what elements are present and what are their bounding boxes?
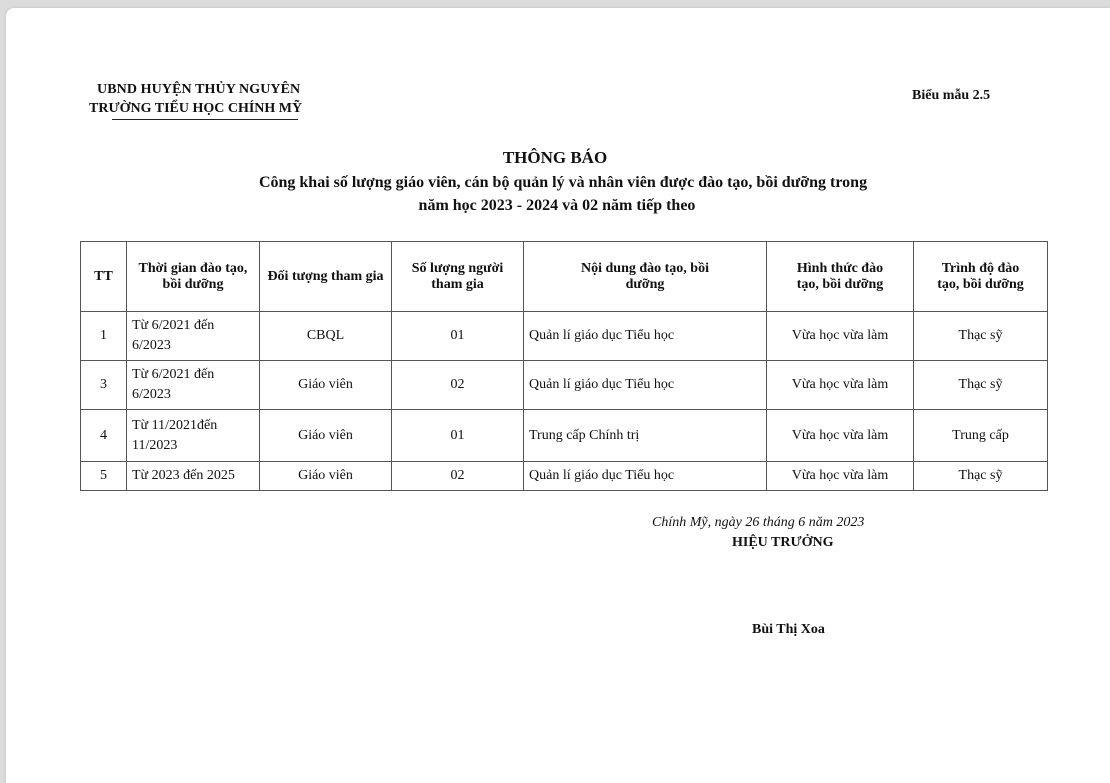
organization-name: UBND HUYỆN THỦY NGUYÊN	[97, 82, 301, 97]
cell-content: Quản lí giáo dục Tiểu học	[524, 361, 767, 410]
header-cell-form: Hình thức đào tạo, bồi dưỡng	[767, 242, 914, 312]
cell-form: Vừa học vừa làm	[767, 312, 914, 361]
cell-level: Thạc sỹ	[914, 361, 1048, 410]
training-table	[80, 241, 1048, 491]
cell-form: Vừa học vừa làm	[767, 462, 914, 491]
cell-form: Vừa học vừa làm	[767, 361, 914, 410]
school-name: TRƯỜNG TIỂU HỌC CHÍNH MỸ	[89, 101, 303, 116]
cell-count: 02	[392, 462, 524, 491]
cell-content: Quản lí giáo dục Tiểu học	[524, 312, 767, 361]
table-row	[81, 361, 1048, 410]
header-cell-participants: Đối tượng tham gia	[260, 242, 392, 312]
table-row	[81, 462, 1048, 491]
cell-level: Trung cấp	[914, 410, 1048, 462]
cell-count: 01	[392, 410, 524, 462]
table-header-row	[81, 242, 1048, 312]
cell-level: Thạc sỹ	[914, 462, 1048, 491]
form-code: Biểu mẫu 2.5	[912, 88, 991, 103]
cell-level: Thạc sỹ	[914, 312, 1048, 361]
signature-position: HIỆU TRƯỞNG	[732, 535, 834, 550]
cell-time: Từ 11/2021đến 11/2023	[127, 410, 260, 462]
header-cell-level: Trình độ đào tạo, bồi dưỡng	[914, 242, 1048, 312]
document-subtitle-line1: Công khai số lượng giáo viên, cán bộ quản lý và nhân viên được đào tạo, bồi dưỡng trong	[258, 174, 868, 191]
cell-time: Từ 6/2021 đến 6/2023	[127, 312, 260, 361]
cell-content: Quản lí giáo dục Tiểu học	[524, 462, 767, 491]
header-cell-time: Thời gian đào tạo, bồi dưỡng	[127, 242, 260, 312]
signature-name: Bùi Thị Xoa	[752, 622, 825, 637]
cell-participants: CBQL	[260, 312, 392, 361]
cell-tt: 1	[81, 312, 127, 361]
cell-count: 01	[392, 312, 524, 361]
table-row	[81, 410, 1048, 462]
cell-time: Từ 6/2021 đến 6/2023	[127, 361, 260, 410]
document-title: THÔNG BÁO	[502, 148, 608, 167]
cell-participants: Giáo viên	[260, 462, 392, 491]
cell-tt: 4	[81, 410, 127, 462]
header-cell-count: Số lượng người tham gia	[392, 242, 524, 312]
cell-form: Vừa học vừa làm	[767, 410, 914, 462]
cell-participants: Giáo viên	[260, 410, 392, 462]
cell-count: 02	[392, 361, 524, 410]
cell-participants: Giáo viên	[260, 361, 392, 410]
school-name-underline	[112, 119, 298, 120]
cell-tt: 3	[81, 361, 127, 410]
header-cell-tt: TT	[81, 242, 127, 312]
signature-place-date: Chính Mỹ, ngày 26 tháng 6 năm 2023	[652, 515, 865, 530]
cell-content: Trung cấp Chính trị	[524, 410, 767, 462]
table-row	[81, 312, 1048, 361]
cell-time: Từ 2023 đến 2025	[127, 462, 260, 491]
cell-tt: 5	[81, 462, 127, 491]
header-cell-content: Nội dung đào tạo, bồi dưỡng	[524, 242, 767, 312]
document-subtitle-line2: năm học 2023 - 2024 và 02 năm tiếp theo	[418, 197, 696, 214]
